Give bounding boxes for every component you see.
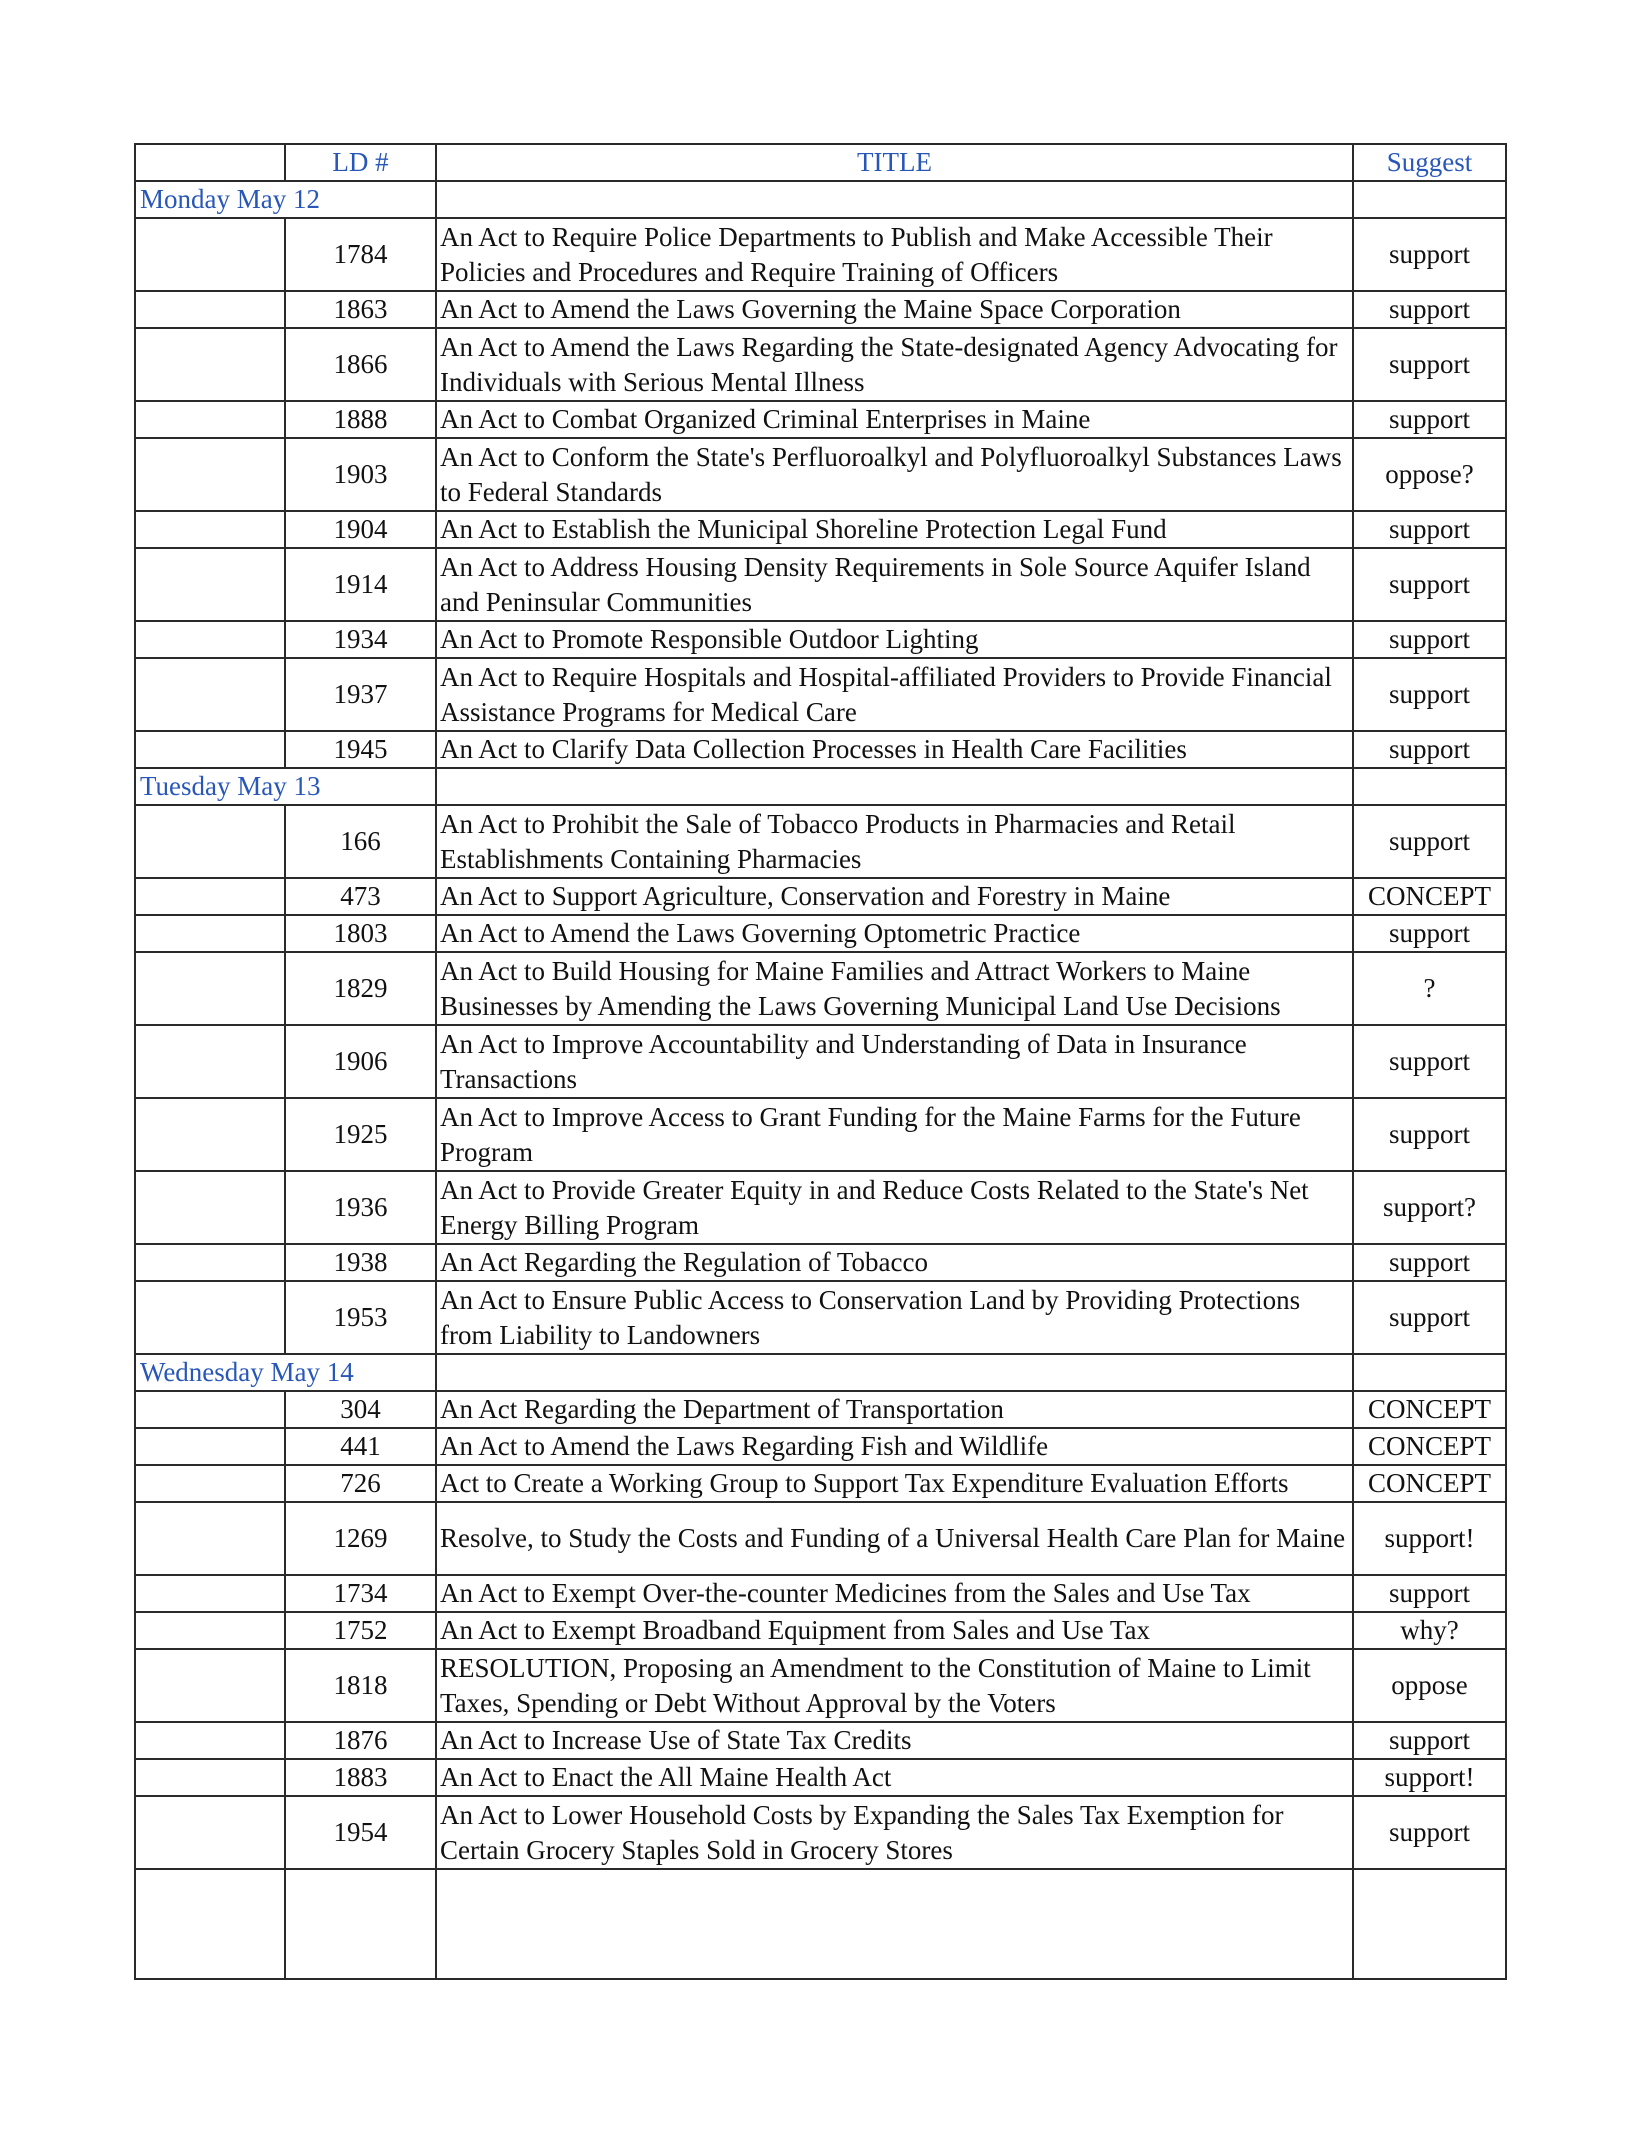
bill-row (135, 621, 1506, 658)
bill-blank-cell (135, 328, 285, 401)
bill-row (135, 915, 1506, 952)
bill-ld-number: 1934 (285, 621, 436, 658)
bill-row (135, 291, 1506, 328)
bill-blank-cell (135, 1612, 285, 1649)
hearing-schedule-table (134, 143, 1507, 1980)
bill-row (135, 1796, 1506, 1869)
bill-title: An Act Regarding the Regulation of Tobacco (436, 1244, 1353, 1281)
bill-title: An Act to Amend the Laws Governing the Maine Space Corporation (436, 291, 1353, 328)
bill-row (135, 1759, 1506, 1796)
bill-ld-number: 441 (285, 1428, 436, 1465)
bill-ld-number: 1863 (285, 291, 436, 328)
bill-ld-number: 1945 (285, 731, 436, 768)
bill-ld-number: 1938 (285, 1244, 436, 1281)
bill-blank-cell (135, 952, 285, 1025)
bill-ld-number: 1734 (285, 1575, 436, 1612)
bill-blank-cell (135, 621, 285, 658)
bill-row (135, 548, 1506, 621)
bill-suggestion: support (1353, 1025, 1506, 1098)
bill-ld-number: 1883 (285, 1759, 436, 1796)
bill-blank-cell (135, 1171, 285, 1244)
bill-suggestion: support (1353, 218, 1506, 291)
bill-blank-cell (135, 878, 285, 915)
bill-ld-number: 1936 (285, 1171, 436, 1244)
bill-suggestion: why? (1353, 1612, 1506, 1649)
bill-ld-number: 1925 (285, 1098, 436, 1171)
bill-suggestion: support (1353, 1098, 1506, 1171)
bill-row (135, 1171, 1506, 1244)
bill-ld-number: 1876 (285, 1722, 436, 1759)
bill-ld-number: 473 (285, 878, 436, 915)
bill-title: RESOLUTION, Proposing an Amendment to the Constitution of Maine to Limit Taxes, Spending or Debt Without Approval by the Voters (436, 1649, 1353, 1722)
bill-title: Act to Create a Working Group to Support Tax Expenditure Evaluation Efforts (436, 1465, 1353, 1502)
header-ld: LD # (285, 144, 436, 181)
empty-cell (285, 1869, 436, 1979)
bill-row (135, 1428, 1506, 1465)
bill-row (135, 1098, 1506, 1171)
bill-suggestion: support (1353, 548, 1506, 621)
bill-title: An Act to Amend the Laws Governing Optometric Practice (436, 915, 1353, 952)
bill-row (135, 218, 1506, 291)
bill-title: An Act to Support Agriculture, Conservation and Forestry in Maine (436, 878, 1353, 915)
bill-suggestion: oppose (1353, 1649, 1506, 1722)
day-label: Tuesday May 13 (135, 768, 436, 805)
bill-blank-cell (135, 1098, 285, 1171)
header-title: TITLE (436, 144, 1353, 181)
bill-ld-number: 1888 (285, 401, 436, 438)
bill-ld-number: 1904 (285, 511, 436, 548)
bill-ld-number: 726 (285, 1465, 436, 1502)
bill-suggestion: CONCEPT (1353, 1391, 1506, 1428)
bill-ld-number: 1784 (285, 218, 436, 291)
header-blank-cell (135, 144, 285, 181)
bill-row (135, 1281, 1506, 1354)
bill-ld-number: 1803 (285, 915, 436, 952)
day-title-blank (436, 1354, 1353, 1391)
bill-suggestion: CONCEPT (1353, 878, 1506, 915)
bill-title: Resolve, to Study the Costs and Funding of a Universal Health Care Plan for Maine (436, 1502, 1353, 1575)
header-suggest: Suggest (1353, 144, 1506, 181)
day-label: Monday May 12 (135, 181, 436, 218)
bill-blank-cell (135, 511, 285, 548)
bill-row (135, 878, 1506, 915)
bill-blank-cell (135, 291, 285, 328)
bill-suggestion: support (1353, 658, 1506, 731)
empty-cell (1353, 1869, 1506, 1979)
bill-row (135, 1722, 1506, 1759)
bill-blank-cell (135, 1465, 285, 1502)
bill-row (135, 1612, 1506, 1649)
bill-suggestion: support (1353, 1796, 1506, 1869)
bill-row (135, 438, 1506, 511)
bill-suggestion: support! (1353, 1759, 1506, 1796)
bill-title: An Act to Establish the Municipal Shoreline Protection Legal Fund (436, 511, 1353, 548)
bill-row (135, 1465, 1506, 1502)
bill-title: An Act to Combat Organized Criminal Enterprises in Maine (436, 401, 1353, 438)
bill-suggestion: support (1353, 401, 1506, 438)
bill-blank-cell (135, 548, 285, 621)
bill-row (135, 731, 1506, 768)
bill-row (135, 401, 1506, 438)
bill-blank-cell (135, 1428, 285, 1465)
bill-suggestion: oppose? (1353, 438, 1506, 511)
bill-blank-cell (135, 805, 285, 878)
bill-suggestion: support (1353, 915, 1506, 952)
bill-suggestion: support (1353, 805, 1506, 878)
day-title-blank (436, 768, 1353, 805)
empty-cell (436, 1869, 1353, 1979)
bill-ld-number: 1903 (285, 438, 436, 511)
bill-title: An Act to Prohibit the Sale of Tobacco Products in Pharmacies and Retail Establishments Containing Pharmacies (436, 805, 1353, 878)
bill-suggestion: support (1353, 1281, 1506, 1354)
bill-title: An Act to Amend the Laws Regarding Fish and Wildlife (436, 1428, 1353, 1465)
bill-blank-cell (135, 401, 285, 438)
bill-title: An Act to Ensure Public Access to Conservation Land by Providing Protections from Liability to Landowners (436, 1281, 1353, 1354)
header-row (135, 144, 1506, 181)
bill-title: An Act to Enact the All Maine Health Act (436, 1759, 1353, 1796)
bill-ld-number: 1269 (285, 1502, 436, 1575)
bill-title: An Act to Require Hospitals and Hospital-affiliated Providers to Provide Financial Assistance Programs for Medical Care (436, 658, 1353, 731)
day-header-row (135, 768, 1506, 805)
bill-blank-cell (135, 438, 285, 511)
day-header-row (135, 1354, 1506, 1391)
bill-ld-number: 1906 (285, 1025, 436, 1098)
bill-row (135, 511, 1506, 548)
bill-title: An Act to Improve Accountability and Understanding of Data in Insurance Transactions (436, 1025, 1353, 1098)
day-suggest-blank (1353, 181, 1506, 218)
bill-suggestion: CONCEPT (1353, 1465, 1506, 1502)
bill-suggestion: support (1353, 1722, 1506, 1759)
bill-blank-cell (135, 1796, 285, 1869)
empty-cell (135, 1869, 285, 1979)
day-header-row (135, 181, 1506, 218)
bill-suggestion: support (1353, 1244, 1506, 1281)
empty-row (135, 1869, 1506, 1979)
bill-suggestion: CONCEPT (1353, 1428, 1506, 1465)
bill-ld-number: 1953 (285, 1281, 436, 1354)
bill-blank-cell (135, 1722, 285, 1759)
bill-blank-cell (135, 1575, 285, 1612)
bill-blank-cell (135, 1502, 285, 1575)
bill-suggestion: support (1353, 328, 1506, 401)
bill-title: An Act to Exempt Broadband Equipment from Sales and Use Tax (436, 1612, 1353, 1649)
bill-row (135, 1244, 1506, 1281)
bill-blank-cell (135, 1759, 285, 1796)
bill-suggestion: support (1353, 511, 1506, 548)
bill-suggestion: support (1353, 621, 1506, 658)
bill-title: An Act to Require Police Departments to Publish and Make Accessible Their Policies and Procedures and Require Training of Officers (436, 218, 1353, 291)
bill-suggestion: support (1353, 1575, 1506, 1612)
bill-title: An Act to Build Housing for Maine Families and Attract Workers to Maine Businesses by Amending the Laws Governing Municipal Land Use Decisions (436, 952, 1353, 1025)
bill-row (135, 952, 1506, 1025)
bill-blank-cell (135, 731, 285, 768)
bill-suggestion: support (1353, 291, 1506, 328)
bill-blank-cell (135, 1244, 285, 1281)
bill-row (135, 1502, 1506, 1575)
bill-blank-cell (135, 1025, 285, 1098)
bill-blank-cell (135, 1649, 285, 1722)
bill-ld-number: 1914 (285, 548, 436, 621)
day-label: Wednesday May 14 (135, 1354, 436, 1391)
bill-ld-number: 1829 (285, 952, 436, 1025)
bill-row (135, 658, 1506, 731)
bill-ld-number: 1937 (285, 658, 436, 731)
bill-row (135, 1025, 1506, 1098)
bill-suggestion: support! (1353, 1502, 1506, 1575)
day-suggest-blank (1353, 1354, 1506, 1391)
bill-suggestion: support? (1353, 1171, 1506, 1244)
bill-suggestion: ? (1353, 952, 1506, 1025)
bill-row (135, 328, 1506, 401)
bill-title: An Act to Amend the Laws Regarding the State-designated Agency Advocating for Individuals with Serious Mental Illness (436, 328, 1353, 401)
bill-row (135, 1649, 1506, 1722)
bill-ld-number: 166 (285, 805, 436, 878)
bill-title: An Act to Conform the State's Perfluoroalkyl and Polyfluoroalkyl Substances Laws to Federal Standards (436, 438, 1353, 511)
bill-row (135, 1575, 1506, 1612)
bill-row (135, 805, 1506, 878)
bill-title: An Act to Address Housing Density Requirements in Sole Source Aquifer Island and Peninsular Communities (436, 548, 1353, 621)
day-suggest-blank (1353, 768, 1506, 805)
bill-title: An Act to Promote Responsible Outdoor Lighting (436, 621, 1353, 658)
day-title-blank (436, 181, 1353, 218)
bill-blank-cell (135, 218, 285, 291)
bill-blank-cell (135, 658, 285, 731)
bill-title: An Act to Provide Greater Equity in and Reduce Costs Related to the State's Net Energy Billing Program (436, 1171, 1353, 1244)
bill-title: An Act to Clarify Data Collection Processes in Health Care Facilities (436, 731, 1353, 768)
bill-title: An Act to Increase Use of State Tax Credits (436, 1722, 1353, 1759)
bill-ld-number: 1818 (285, 1649, 436, 1722)
bill-ld-number: 1752 (285, 1612, 436, 1649)
bill-suggestion: support (1353, 731, 1506, 768)
bill-title: An Act to Lower Household Costs by Expanding the Sales Tax Exemption for Certain Grocery Staples Sold in Grocery Stores (436, 1796, 1353, 1869)
bill-blank-cell (135, 915, 285, 952)
bill-title: An Act Regarding the Department of Transportation (436, 1391, 1353, 1428)
bill-row (135, 1391, 1506, 1428)
bill-title: An Act to Improve Access to Grant Funding for the Maine Farms for the Future Program (436, 1098, 1353, 1171)
bill-blank-cell (135, 1281, 285, 1354)
bill-blank-cell (135, 1391, 285, 1428)
bill-title: An Act to Exempt Over-the-counter Medicines from the Sales and Use Tax (436, 1575, 1353, 1612)
bill-ld-number: 1954 (285, 1796, 436, 1869)
bill-ld-number: 304 (285, 1391, 436, 1428)
bill-ld-number: 1866 (285, 328, 436, 401)
